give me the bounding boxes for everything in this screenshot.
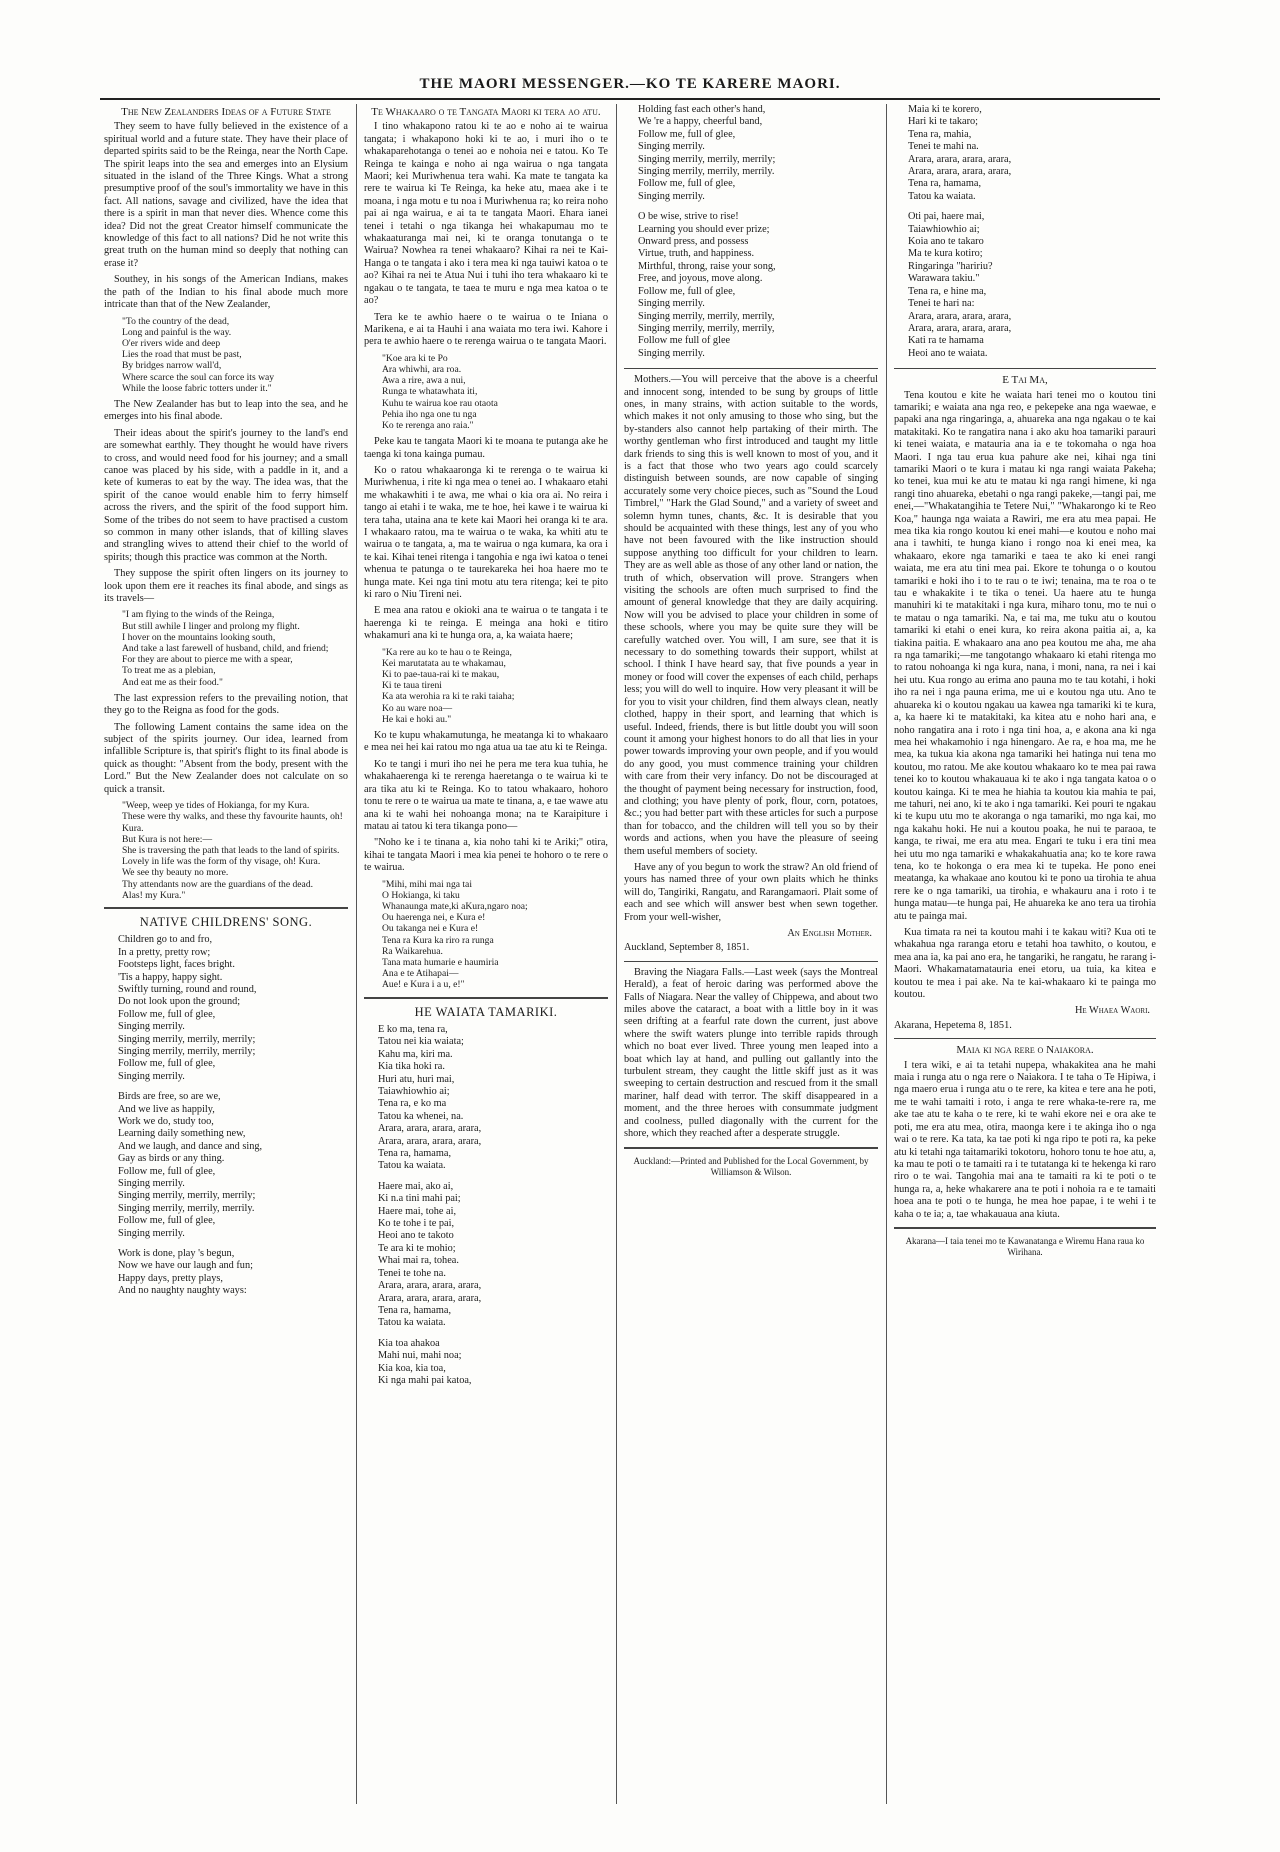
song-title: NATIVE CHILDRENS' SONG. — [139, 914, 313, 929]
paragraph: Kua timata ra nei ta koutou mahi i te kakau witi? Kua oti te whakahua nga raranga etoru e tetahi hoa tawhito, o koutou, e mea ana ia, ka pai ano era, he tangariki, he rangatu, he rarang i-Maori. Whakamatamatauria enei etoru, ua tuia, ka kitea e koutou te mea i pai ake. Na te kai-whakaaro ki te painga mo koutou. — [894, 927, 1156, 1001]
song-stanza: Birds are free, so are we, And we live as happily, Work we do, study too, Learning daily something new, And we laugh, and dance and sing, Gay as birds or any thing. Follow me, full of glee, Singing merrily. Singing merrily, merrily, merrily; Singing merrily, merrily, merrily. Follow me, full of glee, Singing merrily. — [118, 1091, 263, 1239]
paragraph: They seem to have fully believed in the existence of a spiritual world and a future state. They have their place of departed spirits said to be the Reinga, near the North Cape. The spirit leaps into the sea and emerges into an Elysium situated in the island of the Three Kings. What a strong presumptive proof of the soul's immortality we have in this fact. All nations, savage and civilized, have the idea that there is a spirit in man that never dies. Whence come this idea? Did not the great Creator himself communicate the knowledge of this fact to all nations? Did he not write this great truth on the human mind so deeply that nothing can erase it? — [104, 121, 348, 269]
paragraph: They suppose the spirit often lingers on its journey to look upon them ere it reaches its final abode, and sings as its travels— — [104, 568, 348, 605]
article-title: Maia ki nga rere o Naiakora. — [956, 1044, 1094, 1057]
song-stanza: Oti pai, haere mai, Taiawhiowhio ai; Koia ano te takaro Ma te kura kotiro; Ringaringa "haririu? Warawara takiu." Tena ra, e hine ma, Tenei te hari na: Arara, arara, arara, arara, Arara, arara, arara, arara, Kati ra te hamama Heoi ano te waiata. — [908, 211, 1012, 359]
paragraph: Braving the Niagara Falls.—Last week (says the Montreal Herald), a feat of heroic daring was performed above the Falls of Niagara. Near the valley of Chippewa, and about two miles above the cataract, a boat with a little boy in it was seen drifting at a fearful rate down the current, just above where the swift waters plunge into terrible rapids through which no boat ever lived. Three young men leaped into a boat which lay at hand, and pulling out gallantly into the turbulent stream, they caught the little skiff just as it was sweeping to certain destruction and rescued from it the small mariner, half dead with terror. The skiff disappeared in a moment, and the three heroes with consummate judgment and coolness, pulled diagonally with the current for the shore, which they reached after a desperate struggle. — [624, 966, 878, 1140]
column-rule — [616, 104, 617, 1804]
paragraph: Have any of you begun to work the straw? An old friend of yours has named three of your own plaits which he thinks will do, Tangiriki, Rangatu, and Rarangamaori. Plait some of each and see which will answer best when sewn together. From your well-wisher, — [624, 861, 878, 923]
signature: He Whaea Waori. — [1074, 1005, 1150, 1017]
article-title: The New Zealanders Ideas of a Future State — [121, 106, 331, 118]
dateline: Auckland, September 8, 1851. — [624, 942, 750, 954]
paragraph: Ko te kupu whakamutunga, he meatanga ki to whakaaro e mea nei hei kai ratou mo nga atua ua tae atu ki te Reinga. — [364, 730, 608, 754]
section-divider — [624, 961, 878, 962]
verse: "To the country of the dead, Long and painful is the way. O'er rivers wide and deep Lies the road that must be past, By bridges narrow wall'd, Where scarce the soul can force its way While the loose fabric totters under it." — [122, 315, 275, 394]
paragraph: The New Zealander has but to leap into the sea, and he emerges into his final abode. — [104, 398, 348, 423]
paragraph: The following Lament contains the same idea on the subject of the spirits journey. Our idea, learned from infallible Scripture is, that spirit's flight to its final abode is quick as thought: "Absent from the body, present with the Lord." But the New Zealander does not calculate on so quick a transit. — [104, 721, 348, 795]
column-1 — [104, 104, 348, 1844]
masthead: THE MAORI MESSENGER.—KO TE KARERE MAORI. — [419, 76, 841, 92]
song-stanza: Children go to and fro, In a pretty, pretty row; Footsteps light, faces bright. 'Tis a happy, happy sight. Swiftly turning, round and round, Do not look upon the ground; Follow me, full of glee, Singing merrily. Singing merrily, merrily, merrily; Singing merrily, merrily, merrily; Follow me, full of glee, Singing merrily. — [118, 934, 257, 1082]
section-divider — [894, 1227, 1156, 1231]
verse: "Ka rere au ko te hau o te Reinga, Kei marutatata au te whakamau, Ki to pae-taua-rai ki te makau, Ki te taua tireni Ka ata werohia ra ki te raki taiaha; Ko au ware noa— He kai e hoki au." — [382, 646, 515, 725]
section-divider — [894, 368, 1156, 369]
paragraph: Southey, in his songs of the American Indians, makes the path of the Indian to his final abode much more intricate than that of the New Zealander, — [104, 274, 348, 311]
song-stanza: Haere mai, ako ai, Ki n.a tini mahi pai; Haere mai, tohe ai, Ko te tohe i te pai, Heoi ano te takoto Te ara ki te mohio; Whai mai ra, tohea. Tenei te tohe na. Arara, arara, arara, arara, Arara, arara, arara, arara, Tena ra, hamama, Tatou ka waiata. — [378, 1180, 482, 1329]
song-stanza: E ko ma, tena ra, Tatou nei kia waiata; Kahu ma, kiri ma. Kia tika hoki ra. Huri atu, huri mai, Taiawhiowhio ai; Tena ra, e ko ma Tatou ka whenei, na. Arara, arara, arara, arara, Arara, arara, arara, arara, Tena ra, hamama, Tatou ka waiata. — [378, 1023, 482, 1172]
song-stanza: Holding fast each other's hand, We 're a happy, cheerful band, Follow me, full of glee, Singing merrily. Singing merrily, merrily, merrily; Singing merrily, merrily, merrily. Follow me, full of glee, Singing merrily. — [638, 104, 776, 202]
column-3 — [624, 104, 878, 1844]
article-title: E Tai Ma, — [1002, 374, 1048, 387]
paragraph: I tera wiki, e ai ta tetahi nupepa, whakakitea ana he mahi maia i runga atu o nga rere o Naiakora. I te taha o Te Hipiwa, i nga maero erua i runga atu o te rere, ka kitea e tere ana he poti, me te wahi tamaiti i roto, i anga te rere whaka-te-rere ra, me ake tae atu te kaha o te rere, ki te wahi ekore nei e ora ake te poti, me era atu mea, otira, maonga kere i te akinga iho o nga wai o te rere. Ka tata, ka tae poti ki nga ripo te poti ra, ka peke atu ki tetahi nga taitamariki tokotoru, hohoro tonu te hoe atu, a, ka mau te poti o te tamaiti ra i te tutatanga ki te hekenga ki raro riro o te wai. Tangohia mai ana te tamaiti ra ki te poti o te hunga ra, a, heke whakarere ana te poti i nohoia ra e te tamaiti hoea ana te poti o te hunga, he mea hoe papae, i te wehi i te kaha o te ia; a, tae whakauaua ana kiuta. — [894, 1059, 1156, 1220]
imprint: Auckland:—Printed and Published for the Local Government, by Williamson & Wilson. — [633, 1155, 869, 1177]
verse: "Weep, weep ye tides of Hokianga, for my Kura. These were thy walks, and these thy favourite haunts, oh! Kura. But Kura is not here:— She is traversing the path that leads to the land of spirits. Lovely in life was the form of thy visage, oh! Kura. We see thy beauty no more. Thy attendants now are the guardians of the dead. Alas! my Kura." — [122, 800, 343, 901]
section-divider — [624, 1147, 878, 1151]
section-divider — [364, 997, 608, 1001]
column-4 — [894, 104, 1156, 1844]
column-rule — [356, 104, 357, 1804]
section-divider — [894, 1038, 1156, 1039]
column-2 — [364, 104, 608, 1844]
song-title: HE WAIATA TAMARIKI. — [414, 1004, 558, 1019]
song-stanza: Work is done, play 's begun, Now we have our laugh and fun; Happy days, pretty plays, And no naughty naughty ways: — [118, 1248, 253, 1297]
paragraph: E mea ana ratou e okioki ana te wairua o te tangata i te haerenga ki te reinga. E meinga ana hoki e titiro whakamuri ana ki te hunga ora, a, ka waiata haere; — [364, 605, 608, 642]
section-divider — [624, 368, 878, 369]
song-stanza: O be wise, strive to rise! Learning you should ever prize; Onward press, and possess Virtue, truth, and happiness. Mirthful, throng, raise your song, Free, and joyous, move along. Follow me, full of glee, Singing merrily. Singing merrily, merrily, merrily, Singing merrily, merrily, merrily, Follow me full of glee Singing merrily. — [638, 211, 776, 359]
paragraph: Tera ke te awhio haere o te wairua o te Iniana o Marikena, e ai ta Hauhi i ana waiata mo tera iwi. Kahore i pera te awhio haere o te rerenga wairua o te tangata Maori. — [364, 311, 608, 348]
signature: An English Mother. — [787, 928, 872, 939]
paragraph: I tino whakapono ratou ki te ao e noho ai te wairua tangata; i whakapono hoki ki te ao, i muri iho o te whakaparehotanga o tenei ao e nohoia nei e tatou. Ko Te Reinga te kainga e noho ai nga wairua o nga tangata Maori; kei Muriwhenua tera wahi. Ka mate te tangata ka rere te wairua ki Te Reinga, ka heke atu, maea ake i te moana, i nga motu e tu noa i Muriwhenua ra; ko reira noho pai ai nga wairua, e ai ta te tangata Maori. Ehara ianei tenei i tetahi o nga tikanga hei whakapumau mo te whakaaturanga mai nei, ki te oranga tonutanga o te Wairua? Nowhea ra tenei whakaaro? Kihai ra nei te Kai-Hanga o te tangata i ako i tera mea ki nga tauiwi katoa o te ao? Kihai ra nei te Atua Nui i tuhi iho tera whakaaro ki te ngakau o te tangata, te taea te muru e nga mea katoa o te ao? — [364, 121, 608, 307]
imprint: Akarana—I taia tenei mo te Kawanatanga e Wiremu Hana raua ko Wirihana. — [905, 1235, 1145, 1257]
paragraph: "Noho ke i te tinana a, kia noho tahi ki te Ariki;" otira, kihai te tangata Maori i mea kia penei te hohoro o te rere o te wairua. — [364, 837, 608, 874]
song-stanza: Maia ki te korero, Hari ki te takaro; Tena ra, mahia, Tenei te mahi na. Arara, arara, arara, arara, Arara, arara, arara, arara, Tena ra, hamama, Tatou ka waiata. — [908, 104, 1012, 202]
paragraph: Ko te tangi i muri iho nei he pera me tera kua tuhia, he whakahaerenga ki te rerenga haeretanga o te wairua ki te ara tika atu ki te Reinga. Ko to tatou whakaaro, hohoro tonu te rere o te wairua ua mate te tinana, a, e tae wawe atu ana ki te wahi hei nohoanga mona; na te Karaipiture i matau ai tatou ki tera tikanga pono— — [364, 758, 608, 832]
verse: "Mihi, mihi mai nga tai O Hokianga, ki taku Whanaunga mate,ki aKura,ngaro noa; Ou haerenga nei, e Kura e! Ou takanga nei e Kura e! Tena ra Kura ka riro ra runga Ra Waikarehua. Tana mata humarie e haumiria Ana e te Atihapai— Aue! e Kura i a u, e!" — [382, 878, 528, 991]
masthead-rule — [100, 98, 1160, 100]
paragraph: Peke kau te tangata Maori ki te moana te putanga ake he taenga ki tona kainga pumau. — [364, 436, 608, 460]
verse: "I am flying to the winds of the Reinga, But still awhile I linger and prolong my flight. I hover on the mountains looking south, And take a last farewell of husband, child, and friend; For they are about to pierce me with a spear, To treat me as a plebian, And eat me as their food." — [122, 609, 329, 688]
paragraph: Mothers.—You will perceive that the above is a cheerful and innocent song, intended to be sung by groups of little ones, in many strains, with action suitable to the words, which makes it not only amusing to those who sing, but the by-standers also cannot help partaking of their mirth. The worthy gentleman who first introduced and taught my little dark friends to sing this is well known to most of you, and it is a fact that those who two years ago could scarcely distinguish between sounds, are now capable of singing accurately some very choice pieces, such as "Sound the Loud Timbrel," "Hark the Glad Sound," and a variety of sweet and solemn hymn tunes, chants, &c. It is desirable that you should be acquainted with these things, lest any of you who have not been favoured with the like instruction should suppose anything too difficult for your children to learn. They are as well able as those of any other land or nation, the truth of which, observation will prove. Strangers when visiting the schools are often much surprised to find the amount of general knowledge that they are daily acquiring. Now will you be advised to place your children in some of these schools, where you may be quite sure they will be carefully watched over. You will, I am sure, see that it is necessary to do something towards their support, whilst at school. I think I have heard say, that five pounds a year in money or food will cover the expenses of each child, perhaps less; you will do well to inquire. How very pleasant it will be for you to visit your children, find them always clean, neatly clothed, happy in their sport, and learning that which is useful. Indeed, friends, there is but little doubt you will soon count it among your highest honors to do all that lies in your power towards improving your own people, and if you would do any good, you must commence training your children with care from their very infancy. Do not be discouraged at the thought of payment being necessary for instruction, food, and clothing; you have plenty of pork, flour, corn, potatoes, &c.; you had better part with these articles for such a purpose than for tobacco, and the children will tell you so by their words and actions, when you have the pleasure of seeing them useful members of society. — [624, 374, 878, 857]
paragraph: Their ideas about the spirit's journey to the land's end are somewhat earthly. They thought he would have rivers to cross, and would need food for his journey; and a small canoe was placed by his side, with a paddle in it, and a kete of kumeras to eat by the way. The idea was, that the spirit of the canoe would enable him to ferry himself across the rivers, and the spirit of the food support him. Some of the tribes do not seem to have practised a custom so common in many other islands, that of killing slaves and strangling wives to attend their chief to the world of spirits; though this practice was common at the North. — [104, 427, 348, 563]
verse: "Koe ara ki te Po Ara whiwhi, ara roa. Awa a rire, awa a nui, Runga te whatawhata iti, Kuhu te wairua koe rau otaota Pehia iho nga one tu nga Ko te rerenga ano raia." — [382, 352, 498, 431]
paragraph: The last expression refers to the prevailing notion, that they go to the Reigna as food for the gods. — [104, 692, 348, 717]
column-rule — [886, 104, 887, 1804]
section-divider — [104, 907, 348, 911]
article-title: Te Whakaaro o te Tangata Maori ki tera ao atu. — [371, 106, 601, 118]
song-stanza: Kia toa ahakoa Mahi nui, mahi noa; Kia koa, kia toa, Ki nga mahi pai katoa, — [378, 1337, 472, 1386]
dateline: Akarana, Hepetema 8, 1851. — [894, 1019, 1012, 1031]
paragraph: Ko o ratou whakaaronga ki te rerenga o te wairua ki Muriwhenua, i rite ki nga mea o tenei ao. I whakaaro etahi me whakawhiti i te awa, me whai o kia ora ai. No reira i tango ai etahi i te waka, me te hoe, hei kawe i te wairua ki tera taha, utaina ana te kete kai Maori hei oranga ki te ara. I whakaaro ratou, ma te wairua o te waka, ka whiti atu te wairua o te tangata, a, ma te wairua o nga kumara, ka ora i te kai. Kihai tenei ritenga i tangohia e nga iwi katoa o tenei whenua te patunga o te taurekareka hei hoa haere mo te hunga mate. Kei nga tini motu atu tera ritenga; kei te pito ki raro o Niu Tireni nei. — [364, 464, 608, 601]
paragraph: Tena koutou e kite he waiata hari tenei mo o koutou tini tamariki; e waiata ana nga reo, e pekepeke ana nga waewae, e papaki ana nga ringaringa, a, ahuareka ana nga ngakau o te kai matakitaki. Ko te rangatira nana i ako aku hoa tamariki parauri ki tenei waiata, e matauria ana ia e te tokomaha o nga hoa Maori. I nga tau erua kua pahure ake nei, kihai nga tini tamariki Maori o te kura i matau ki nga rangi waiata Pakeha; ko tenei, kua mui ke atu te matau ki nga rangi himene, ki nga rangi tino ahuareka, ebetahi o nga rangi pakeke,—tangi pai, me enei,—"Whakatangihia te Tetere Nui," "Whakarongo ki te Reo Koa," haunga nga waiata a Rawiri, me era atu mea papai. He mea tika kia rongo koutou ki enei mahi—e koutou e noho mai ana i tawhiti, te hunga kiano i rongo noa ki enei mea, ka whakaaro, ekore nga tamariki e taea te ako ki enei rangi waiata, me era atu tini mea pai. Ekore te tohunga o o koutou tamariki e hoki iho i to te rau o te iwi; tenaina, ma te roa o te tau e whakakite i te tika o tenei. Ua haere atu te hunga manuhiri ki te matakitaki i nga kura, miharo tonu, mo te nui o te matau o nga tamariki. Na, e tai ma, me tuku atu o koutou tamariki ki etahi o enei kura, ko reira akona paitia ai, a, ka tiakina paitia. E whakaaro ana ano pea koutou me aha, me aha ra nga tamariki;—me tangotango whakaaro ki etahi ritenga mo to ratou nohoanga ki nga kura, nana, i moni, nana, ra nei i kai hei utu. Kua rongo au erima ano pauna mo te tau kotahi, i hoki iho ra nei i nga pauna erima, me ui e koutou nga utu. Ano te ahuareka ki o koutou ngakau ua kawea nga tamariki ki te kura, a, ka haere ki te matakitaki, ka kitea atu e noho hari ana, e noho rangatira ana i roto i nga tini hoa, a, e akona ana ki nga mea hei whakamohio i nga hinengaro. Ae ra, e hoa ma, me he mea, ka tukua kia akona nga tamariki hei hatinga nui tena mo koutou, mo ratou. Me ake koutou whakaaro ko te mea pai rawa tenei ko to koutou whakauaua ki te ako i nga tangata katoa o o koutou kainga. Ki te mea he hiahia ta koutou kia mahia te pai, me tahuri, nei ano, ki te ako i nga tamariki. Kei pouri te ngakau ki te kupu utu mo te akoranga o nga tamariki, mo nga kai, mo nga kakahu hoki. He nui a koutou poaka, he nui te paraoa, te kanga, te riwai, me era atu mea. Engari te tuku i era tini mea hei utu mo nga tamariki e whakakahuatia ana; ko te kore rawa tena, ko te hokonga o era mea ki te tupeka. He pono enei meatanga, ka whakaae ano koutou ki te pono ua tirohia te ahua rere ke o nga tamariki, ua tirohia, e whakauru ana i roto i te hunga matau—te hunga pai, He ahuareka ke ano tera ua tirohia atu te painga mai. — [894, 389, 1156, 922]
